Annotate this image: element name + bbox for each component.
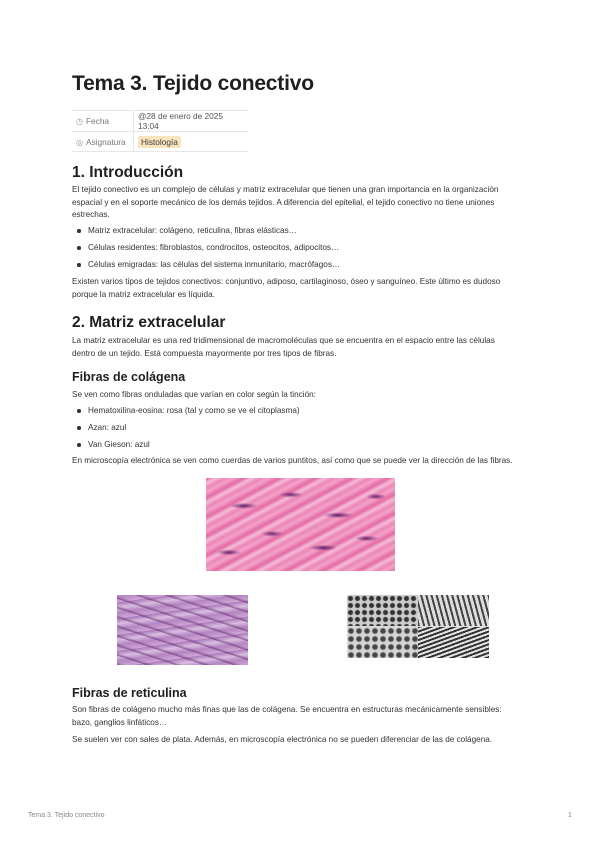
section-heading-introduccion: 1. Introducción [72, 164, 184, 181]
bullet-list [72, 225, 528, 276]
paragraph: En microscopía electrónica se ven como cuerdas de varios puntitos, así como que se puede ver la dirección de las fibras. [72, 456, 513, 465]
subsection-heading-reticulina: Fibras de reticulina [72, 686, 187, 700]
clock-icon: ◷ [76, 117, 83, 126]
paragraph: Son fibras de colágeno mucho más finas que las de colágena. Se encuentra en estructuras mecánicamente sensibles: bazo, ganglios linfáticos… [72, 705, 502, 727]
page-title: Tema 3. Tejido conectivo [72, 72, 314, 95]
list-item: Hematoxilina-eosina: rosa (tal y como se ve el citoplasma) [72, 405, 528, 422]
list-icon: ◎ [76, 137, 83, 147]
property-label: Fecha [85, 116, 110, 126]
collagen-electron-micrograph-image [347, 595, 489, 658]
collagen-he-micrograph-image [206, 478, 395, 571]
properties-table [72, 110, 248, 152]
property-value: @28 de enero de 2025 13:04 [138, 111, 224, 131]
list-item: Azan: azul [72, 422, 528, 439]
list-item: Células residentes: fibroblastos, condrocitos, osteocitos, adipocitos… [72, 242, 528, 259]
paragraph: La matriz extracelular es una red tridimensional de macromoléculas que se encuentra en el espacio entre las células dentro de un tejido. Está compuesta mayormente por tres tipos de fibras. [72, 336, 495, 358]
property-row-fecha [72, 111, 248, 132]
paragraph: Existen varios tipos de tejidos conectivos: conjuntivo, adiposo, cartilaginoso, óseo y sanguíneo. Este último es dudoso porque la matriz extracelular es líquida. [72, 277, 501, 299]
footer-page-number: 1 [568, 812, 572, 819]
section-heading-matriz: 2. Matriz extracelular [72, 314, 226, 331]
subject-tag[interactable]: Histología [138, 136, 181, 148]
property-label: Asignatura [85, 136, 126, 147]
paragraph: Se ven como fibras onduladas que varían en color según la tinción: [72, 390, 316, 399]
paragraph: El tejido conectivo es un complejo de células y matriz extracelular que tienen una gran importancia en la organización espacial y en el soporte mecánico de los demás tejidos. A diferencia del epitelial, el tejido conectivo no tiene uniones estrechas. [72, 185, 499, 219]
subsection-heading-colagena: Fibras de colágena [72, 370, 186, 384]
list-item: Matriz extracelular: colágeno, reticulina, fibras elásticas… [72, 225, 528, 242]
collagen-stained-micrograph-image [117, 595, 248, 665]
footer-title: Tema 3. Tejido conectivo [28, 812, 105, 819]
list-item: Van Gieson: azul [72, 439, 528, 456]
property-row-asignatura [72, 132, 248, 152]
bullet-list [72, 405, 528, 456]
list-item: Células emigradas: las células del sistema inmunitario, macrófagos… [72, 259, 528, 276]
paragraph: Se suelen ver con sales de plata. Además, en microscopía electrónica no se pueden diferenciar de las de colágena. [72, 735, 493, 744]
